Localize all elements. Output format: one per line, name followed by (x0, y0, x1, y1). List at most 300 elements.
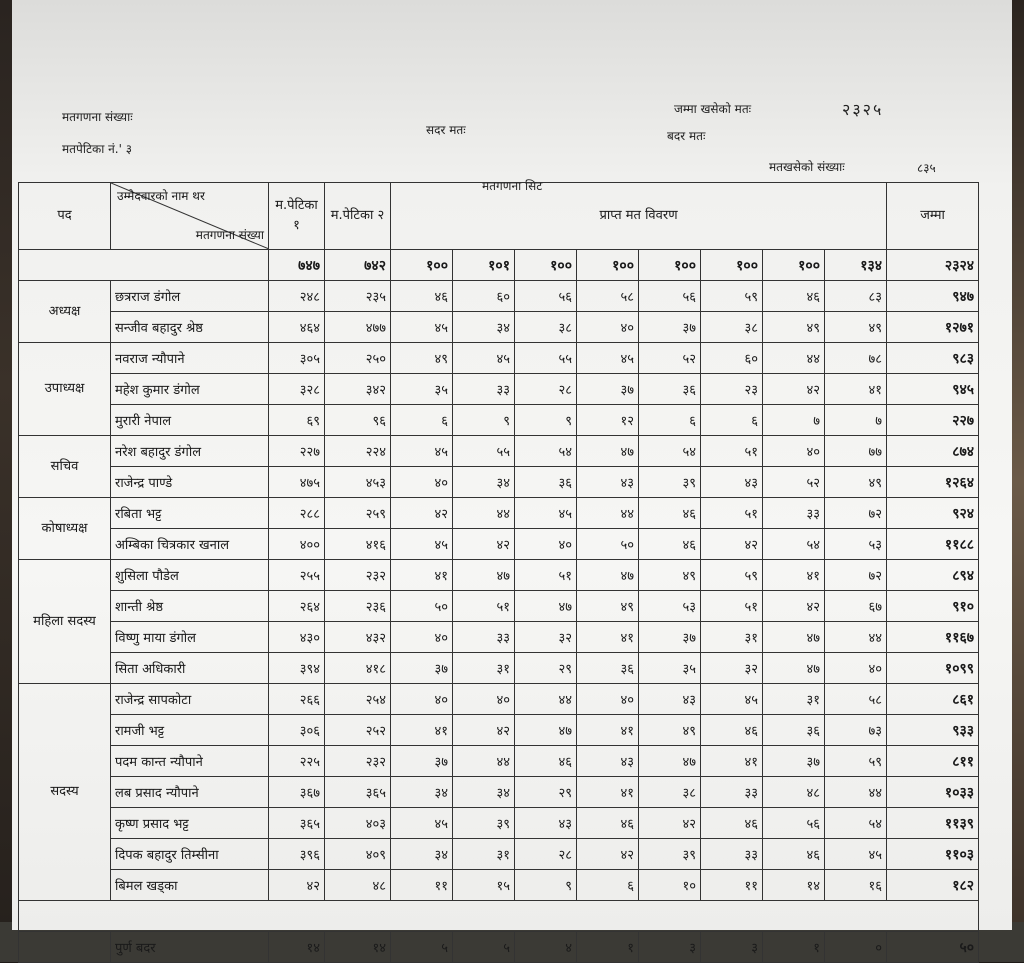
candidate-total: ८७४ (887, 436, 979, 467)
candidate-row (19, 653, 979, 684)
vote-cell: ४२ (453, 715, 515, 746)
candidate-total: १०३३ (887, 777, 979, 808)
vote-cell: ४३ (639, 684, 701, 715)
vote-cell: १२ (577, 405, 639, 436)
count-cell: ७४२ (325, 250, 391, 281)
candidate-name: नवराज न्यौपाने (111, 343, 269, 374)
vote-cell: ३६ (763, 715, 825, 746)
vote-cell: ४७ (515, 715, 577, 746)
total-cast-label: जम्मा खसेको मतः (674, 102, 752, 116)
candidate-total: ११८८ (887, 529, 979, 560)
vote-cell: ३२ (515, 622, 577, 653)
candidate-name: राजेन्द्र पाण्डे (111, 467, 269, 498)
candidate-name: शान्ती श्रेष्ठ (111, 591, 269, 622)
vote-cell: ३५ (639, 653, 701, 684)
vote-cell: ४९ (391, 343, 453, 374)
vote-cell: ७ (763, 405, 825, 436)
vote-cell: ४९ (763, 312, 825, 343)
vote-cell: ३०६ (269, 715, 325, 746)
vote-cell: ३७ (577, 374, 639, 405)
vote-cell: ६ (391, 405, 453, 436)
vote-cell: ३८ (639, 777, 701, 808)
box-number: मतपेटिका नं.' ३ (62, 142, 132, 156)
vote-cell: ४७ (639, 746, 701, 777)
vote-cell: ४३२ (325, 622, 391, 653)
vote-cell: ३४ (391, 839, 453, 870)
blank-row (19, 901, 979, 932)
vote-cell: ४७७ (325, 312, 391, 343)
vote-cell: ५६ (763, 808, 825, 839)
candidate-row (19, 684, 979, 715)
vote-cell: ४७ (763, 622, 825, 653)
vote-cell: ५८ (825, 684, 887, 715)
invalid-votes-total: ५० (887, 932, 979, 963)
sheet-title: मतगणना सिट (482, 179, 543, 193)
candidate-total: ११३९ (887, 808, 979, 839)
details-header: प्राप्त मत विवरण (391, 183, 887, 250)
vote-cell: ४१ (701, 746, 763, 777)
vote-cell: १६ (825, 870, 887, 901)
vote-cell: ३३ (701, 777, 763, 808)
vote-cell: २४८ (269, 281, 325, 312)
count-cell: १०० (577, 250, 639, 281)
vote-cell: ४० (577, 312, 639, 343)
vote-cell: ४२ (701, 529, 763, 560)
vote-cell: २५० (325, 343, 391, 374)
count-cell: १०० (701, 250, 763, 281)
vote-cell: २५२ (325, 715, 391, 746)
vote-cell: ४७ (453, 560, 515, 591)
vote-cell: ६७ (825, 591, 887, 622)
vote-cell: ४४ (453, 498, 515, 529)
vote-cell: २३२ (325, 746, 391, 777)
candidate-name: रबिता भट्ट (111, 498, 269, 529)
vote-cell: ३३ (763, 498, 825, 529)
vote-cell: ४६ (639, 529, 701, 560)
count-cell: १०१ (453, 250, 515, 281)
vote-cell: ३६ (515, 467, 577, 498)
vote-cell: ३६ (639, 374, 701, 405)
vote-cell: ४१८ (325, 653, 391, 684)
candidate-total: ८११ (887, 746, 979, 777)
invalid-vote-cell: १४ (325, 932, 391, 963)
candidate-name: मुरारी नेपाल (111, 405, 269, 436)
count-cell: १३४ (825, 250, 887, 281)
vote-cell: ५९ (701, 281, 763, 312)
vote-cell: १० (639, 870, 701, 901)
vote-cell: ३९ (639, 467, 701, 498)
candidate-row (19, 467, 979, 498)
vote-cell: ३१ (453, 839, 515, 870)
vote-cell: ११ (701, 870, 763, 901)
vote-cell: ४१ (577, 622, 639, 653)
vote-cell: २३५ (325, 281, 391, 312)
vote-cell: ७ (825, 405, 887, 436)
vote-cell: ३१ (701, 622, 763, 653)
count-row (19, 250, 979, 281)
vote-cell: ५६ (639, 281, 701, 312)
vote-cell: ४५ (825, 839, 887, 870)
vote-cell: ४० (453, 684, 515, 715)
invalid-vote-cell: ३ (701, 932, 763, 963)
vote-cell: ७२ (825, 498, 887, 529)
vote-cell: २६६ (269, 684, 325, 715)
invalid-votes-label: बदर मतः (667, 129, 706, 143)
vote-cell: ५४ (825, 808, 887, 839)
candidate-name: छत्रराज डंगोल (111, 281, 269, 312)
vote-cell: ४० (825, 653, 887, 684)
post-name: महिला सदस्य (19, 560, 111, 684)
invalid-votes-label: पुर्ण बदर (111, 932, 269, 963)
vote-cell: २३६ (325, 591, 391, 622)
candidate-row (19, 746, 979, 777)
vote-cell: २३ (701, 374, 763, 405)
vote-cell: ४६ (391, 281, 453, 312)
vote-cell: ७३ (825, 715, 887, 746)
candidate-total: ८९४ (887, 560, 979, 591)
invalid-vote-cell: ४ (515, 932, 577, 963)
vote-cell: ४४ (825, 777, 887, 808)
vote-cell: ४९ (639, 560, 701, 591)
vote-cell: ५१ (701, 498, 763, 529)
vote-cell: २९ (515, 777, 577, 808)
candidate-name: रामजी भट्ट (111, 715, 269, 746)
vote-cell: ७८ (825, 343, 887, 374)
vote-cell: ४९ (825, 467, 887, 498)
vote-cell: ४५ (391, 312, 453, 343)
vote-cell: ४४ (577, 498, 639, 529)
vote-cell: ३७ (391, 746, 453, 777)
vote-cell: ४५ (701, 684, 763, 715)
vote-cell: ९ (453, 405, 515, 436)
vote-cell: ३२ (701, 653, 763, 684)
candidate-row (19, 591, 979, 622)
vote-cell: ५२ (639, 343, 701, 374)
voters-count-label: मतखसेको संख्याः (769, 160, 845, 174)
count-label: मतगणना संख्याः (62, 110, 133, 124)
vote-cell: ४५ (391, 436, 453, 467)
invalid-vote-cell: १ (577, 932, 639, 963)
vote-cell: ४२ (763, 374, 825, 405)
vote-cell: ३४ (453, 777, 515, 808)
vote-cell: ५१ (701, 436, 763, 467)
vote-cell: ४२ (269, 870, 325, 901)
vote-cell: ४६ (639, 498, 701, 529)
vote-cell: ३६५ (269, 808, 325, 839)
vote-cell: ५४ (639, 436, 701, 467)
vote-cell: ४६ (763, 281, 825, 312)
box2-header: म.पेटिका २ (325, 183, 391, 250)
post-name: सचिव (19, 436, 111, 498)
vote-cell: ३३ (701, 839, 763, 870)
candidate-row (19, 498, 979, 529)
vote-cell: ४१ (391, 560, 453, 591)
vote-cell: ४१६ (325, 529, 391, 560)
count-total-cell: २३२४ (887, 250, 979, 281)
count-cell: १०० (639, 250, 701, 281)
vote-cell: ४२ (763, 591, 825, 622)
candidate-total: ९४५ (887, 374, 979, 405)
count-cell: १०० (515, 250, 577, 281)
candidate-row (19, 715, 979, 746)
vote-cell: ४५ (453, 343, 515, 374)
vote-cell: ३४ (453, 467, 515, 498)
vote-cell: ३१ (763, 684, 825, 715)
vote-cell: ३७ (639, 312, 701, 343)
candidate-name: सिता अधिकारी (111, 653, 269, 684)
invalid-vote-cell: ३ (639, 932, 701, 963)
candidate-row (19, 560, 979, 591)
candidate-total: ११६७ (887, 622, 979, 653)
candidate-row (19, 281, 979, 312)
vote-cell: ४९ (825, 312, 887, 343)
candidate-row (19, 529, 979, 560)
vote-cell: ५५ (515, 343, 577, 374)
invalid-vote-cell: ५ (453, 932, 515, 963)
vote-cell: ४६ (515, 746, 577, 777)
vote-cell: ३७ (391, 653, 453, 684)
candidate-row (19, 622, 979, 653)
vote-cell: ४४ (515, 684, 577, 715)
vote-cell: २२७ (269, 436, 325, 467)
vote-cell: ४०० (269, 529, 325, 560)
post-name: कोषाध्यक्ष (19, 498, 111, 560)
candidate-row (19, 839, 979, 870)
vote-cell: ५९ (825, 746, 887, 777)
table-header-row (19, 183, 979, 250)
vote-cell: ५९ (701, 560, 763, 591)
invalid-row-spacer (19, 932, 111, 963)
vote-count-table (18, 182, 979, 963)
candidate-total: १८२ (887, 870, 979, 901)
vote-cell: ४७ (577, 436, 639, 467)
vote-cell: ३६ (577, 653, 639, 684)
vote-cell: ५३ (825, 529, 887, 560)
vote-cell: ३०५ (269, 343, 325, 374)
vote-cell: ३३ (453, 374, 515, 405)
vote-cell: ५१ (701, 591, 763, 622)
vote-cell: ४९ (577, 591, 639, 622)
candidate-row (19, 343, 979, 374)
candidate-name: सन्जीव बहादुर श्रेष्ठ (111, 312, 269, 343)
vote-cell: ४७ (515, 591, 577, 622)
count-cell: ७४७ (269, 250, 325, 281)
candidate-row (19, 777, 979, 808)
vote-cell: ४६ (763, 839, 825, 870)
invalid-vote-cell: ० (825, 932, 887, 963)
vote-cell: ५३ (639, 591, 701, 622)
vote-cell: ४०३ (325, 808, 391, 839)
vote-cell: ४० (577, 684, 639, 715)
vote-cell: ४६ (577, 808, 639, 839)
total-header: जम्मा (887, 183, 979, 250)
vote-cell: ४४ (453, 746, 515, 777)
vote-cell: ३९ (639, 839, 701, 870)
candidate-name: पदम कान्त न्यौपाने (111, 746, 269, 777)
vote-cell: ४७ (577, 560, 639, 591)
vote-cell: ३७ (763, 746, 825, 777)
candidate-name: लब प्रसाद न्यौपाने (111, 777, 269, 808)
vote-cell: ४४ (763, 343, 825, 374)
vote-cell: ५५ (453, 436, 515, 467)
candidate-name: बिमल खड्का (111, 870, 269, 901)
vote-cell: ४१ (577, 715, 639, 746)
vote-cell: ४१ (577, 777, 639, 808)
vote-cell: २५९ (325, 498, 391, 529)
vote-cell: ४३ (577, 467, 639, 498)
count-cell: १०० (763, 250, 825, 281)
total-cast-value: २३२५ (842, 100, 884, 119)
vote-cell: ४६ (701, 808, 763, 839)
blank-cell (19, 901, 979, 932)
vote-cell: २२४ (325, 436, 391, 467)
vote-cell: ४२ (577, 839, 639, 870)
post-name: सदस्य (19, 684, 111, 901)
post-header: पद (19, 183, 111, 250)
vote-cell: ५४ (763, 529, 825, 560)
vote-cell: ६० (453, 281, 515, 312)
vote-cell: ५८ (577, 281, 639, 312)
valid-votes-label: सदर मतः (426, 123, 466, 137)
vote-cell: ४० (391, 622, 453, 653)
candidate-row (19, 808, 979, 839)
vote-cell: ६ (701, 405, 763, 436)
vote-cell: २२५ (269, 746, 325, 777)
candidate-row (19, 405, 979, 436)
vote-cell: ३९४ (269, 653, 325, 684)
vote-cell: ४० (763, 436, 825, 467)
vote-cell: २५४ (325, 684, 391, 715)
vote-cell: ४२ (453, 529, 515, 560)
voters-count-value: ८३५ (917, 161, 936, 175)
vote-cell: ११ (391, 870, 453, 901)
candidate-total: १२६४ (887, 467, 979, 498)
candidate-total: ९४७ (887, 281, 979, 312)
vote-cell: ४५ (577, 343, 639, 374)
vote-cell: ५० (577, 529, 639, 560)
vote-cell: ४० (391, 684, 453, 715)
candidate-total: २२७ (887, 405, 979, 436)
vote-cell: ३४२ (325, 374, 391, 405)
candidate-row (19, 436, 979, 467)
vote-cell: ३५ (391, 374, 453, 405)
vote-cell: ३८ (701, 312, 763, 343)
vote-cell: ३२८ (269, 374, 325, 405)
invalid-vote-cell: १४ (269, 932, 325, 963)
candidate-total: ११०३ (887, 839, 979, 870)
vote-cell: ४०९ (325, 839, 391, 870)
vote-cell: ४६ (701, 715, 763, 746)
vote-cell: ३९ (453, 808, 515, 839)
vote-cell: ३९६ (269, 839, 325, 870)
vote-cell: ४७ (763, 653, 825, 684)
vote-cell: ४८ (763, 777, 825, 808)
post-name: उपाध्यक्ष (19, 343, 111, 436)
candidate-total: ९८३ (887, 343, 979, 374)
vote-cell: ४८ (325, 870, 391, 901)
candidate-row (19, 312, 979, 343)
vote-cell: ३८ (515, 312, 577, 343)
vote-cell: २८ (515, 839, 577, 870)
count-header: मतगणना संख्या (195, 228, 264, 242)
candidate-total: ९३३ (887, 715, 979, 746)
candidate-count-header (111, 183, 269, 250)
candidate-row (19, 374, 979, 405)
vote-cell: २८ (515, 374, 577, 405)
vote-cell: ४० (391, 467, 453, 498)
vote-cell: ५६ (515, 281, 577, 312)
vote-cell: ४४ (825, 622, 887, 653)
vote-cell: ५१ (515, 560, 577, 591)
vote-cell: १४ (763, 870, 825, 901)
vote-cell: ४९ (639, 715, 701, 746)
vote-cell: ४३ (701, 467, 763, 498)
candidate-total: ९१० (887, 591, 979, 622)
invalid-vote-cell: ५ (391, 932, 453, 963)
candidate-name: शुसिला पौडेल (111, 560, 269, 591)
vote-cell: ५२ (763, 467, 825, 498)
vote-cell: १५ (453, 870, 515, 901)
candidate-name: दिपक बहादुर तिम्सीना (111, 839, 269, 870)
vote-cell: ३३ (453, 622, 515, 653)
candidate-total: ९२४ (887, 498, 979, 529)
vote-cell: ४७५ (269, 467, 325, 498)
vote-cell: २९ (515, 653, 577, 684)
vote-cell: ५१ (453, 591, 515, 622)
candidate-name: नरेश बहादुर डंगोल (111, 436, 269, 467)
vote-cell: ४२ (391, 498, 453, 529)
vote-cell: ४३ (577, 746, 639, 777)
vote-cell: ६ (639, 405, 701, 436)
candidate-name: राजेन्द्र सापकोटा (111, 684, 269, 715)
vote-cell: ३६७ (269, 777, 325, 808)
vote-cell: ४६४ (269, 312, 325, 343)
candidate-header: उम्मेदवारको नाम थर (117, 189, 205, 203)
box1-header: म.पेटिका १ (269, 183, 325, 250)
vote-cell: ३१ (453, 653, 515, 684)
vote-cell: ४२ (639, 808, 701, 839)
vote-cell: ४५३ (325, 467, 391, 498)
vote-cell: २३२ (325, 560, 391, 591)
post-name: अध्यक्ष (19, 281, 111, 343)
vote-cell: ८३ (825, 281, 887, 312)
vote-cell: ४३० (269, 622, 325, 653)
vote-cell: ३७ (639, 622, 701, 653)
vote-cell: ३६५ (325, 777, 391, 808)
vote-cell: ४१ (391, 715, 453, 746)
candidate-name: कृष्ण प्रसाद भट्ट (111, 808, 269, 839)
invalid-vote-cell: १ (763, 932, 825, 963)
vote-cell: ४१ (763, 560, 825, 591)
vote-cell: ५० (391, 591, 453, 622)
candidate-total: ८६१ (887, 684, 979, 715)
candidate-name: अम्बिका चित्रकार खनाल (111, 529, 269, 560)
vote-cell: ४० (515, 529, 577, 560)
candidate-name: महेश कुमार डंगोल (111, 374, 269, 405)
vote-cell: ६ (577, 870, 639, 901)
vote-cell: ९ (515, 870, 577, 901)
vote-cell: ३४ (453, 312, 515, 343)
invalid-votes-row (19, 932, 979, 963)
vote-cell: ९ (515, 405, 577, 436)
vote-cell: ९६ (325, 405, 391, 436)
candidate-total: १२७१ (887, 312, 979, 343)
vote-cell: ४५ (391, 529, 453, 560)
vote-cell: ४३ (515, 808, 577, 839)
vote-cell: २६४ (269, 591, 325, 622)
vote-cell: ५४ (515, 436, 577, 467)
vote-cell: ७७ (825, 436, 887, 467)
